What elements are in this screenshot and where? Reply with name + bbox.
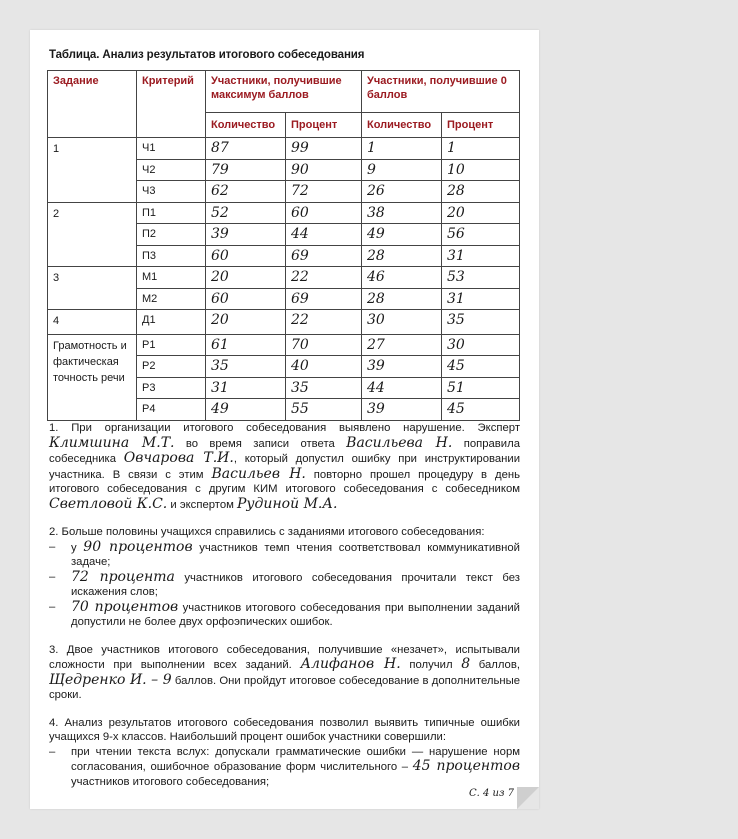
value-cell: 49 (362, 224, 442, 246)
text-run: получил (400, 659, 462, 671)
header-count: Количество (362, 113, 442, 138)
criterion-cell: Р1 (137, 334, 206, 356)
text-run: во время записи ответа (174, 437, 347, 450)
header-percent: Процент (442, 113, 520, 138)
value-cell: 31 (206, 377, 286, 399)
value-cell: 39 (362, 399, 442, 421)
results-table (47, 70, 520, 421)
list-item (49, 570, 520, 600)
criterion-cell: Ч3 (137, 181, 206, 203)
value-cell: 20 (206, 310, 286, 335)
criterion-cell: М1 (137, 267, 206, 289)
handwritten-value: 90 процентов (83, 538, 193, 555)
table-title: Таблица. Анализ результатов итогового собеседования (49, 49, 365, 61)
text-run: , который допустил ошибку при инструктировании участника. В связи с этим (49, 453, 521, 481)
task-cell: Грамотность и фактическая точность речи (48, 334, 137, 420)
page-number: С. 4 из 7 (469, 788, 514, 799)
note-paragraph-2 (49, 525, 520, 630)
handwritten-name: Щедренко И. – 9 (49, 671, 172, 688)
value-cell: 44 (362, 377, 442, 399)
value-cell: 10 (442, 159, 520, 181)
value-cell: 45 (442, 399, 520, 421)
value-cell: 52 (206, 202, 286, 224)
value-cell: 35 (442, 310, 520, 335)
value-cell: 28 (362, 245, 442, 267)
criterion-cell: Ч2 (137, 159, 206, 181)
value-cell: 45 (442, 356, 520, 378)
value-cell: 51 (442, 377, 520, 399)
text-run: повторно прошел процедуру в день итогового собеседования с другим КИМ итогового собеседования с собеседником (49, 468, 520, 495)
value-cell: 72 (286, 181, 362, 203)
list-item (49, 540, 520, 570)
text-run: баллов. Они пройдут итоговое собеседование в дополнительные сроки. (49, 674, 520, 701)
value-cell: 40 (286, 356, 362, 378)
table-row (48, 138, 520, 160)
dash-bullet: – (49, 745, 56, 758)
handwritten-name: Алифанов Н. (300, 656, 401, 672)
criterion-cell: Д1 (137, 310, 206, 335)
text-run: при чтении текста вслух: допускали грамматические ошибки — нарушение норм согласования, ошибочное образование форм числительного – (71, 745, 520, 773)
text-run: у (71, 541, 84, 554)
header-percent: Процент (286, 113, 362, 138)
value-cell: 90 (286, 159, 362, 181)
list-item (49, 745, 520, 790)
notes-section (49, 421, 520, 802)
document-page (30, 30, 539, 809)
handwritten-value: 8 (461, 656, 471, 672)
value-cell: 87 (206, 138, 286, 160)
text-run: участников темп чтения соответствовал коммуникативной задаче; (71, 541, 520, 568)
list-item (49, 600, 520, 630)
task-cell: 2 (48, 202, 137, 267)
value-cell: 1 (442, 138, 520, 160)
table-row (48, 267, 520, 289)
value-cell: 56 (442, 224, 520, 246)
value-cell: 60 (206, 288, 286, 310)
value-cell: 44 (286, 224, 362, 246)
value-cell: 62 (206, 181, 286, 203)
value-cell: 1 (362, 138, 442, 160)
text-run: участников итогового собеседования прочитали текст без искажения слов; (71, 571, 520, 598)
value-cell: 20 (442, 202, 520, 224)
dash-bullet: – (49, 540, 56, 553)
text-run: 1. При организации итогового собеседования выявлено нарушение. Эксперт (49, 422, 520, 434)
value-cell: 38 (362, 202, 442, 224)
task-cell: 1 (48, 138, 137, 203)
value-cell: 28 (442, 181, 520, 203)
note-paragraph-3 (49, 643, 520, 703)
value-cell: 53 (442, 267, 520, 289)
handwritten-value: 70 процентов (71, 598, 179, 615)
criterion-cell: Р4 (137, 399, 206, 421)
value-cell: 60 (286, 202, 362, 224)
handwritten-name: Рудиной М.А. (237, 495, 338, 512)
text-run: участников итогового собеседования; (71, 775, 270, 788)
text-run: баллов, (470, 659, 520, 671)
page-fold-corner (517, 787, 539, 809)
value-cell: 30 (442, 334, 520, 356)
value-cell: 27 (362, 334, 442, 356)
handwritten-name: Овчарова Т.И. (123, 450, 234, 466)
table-row (48, 202, 520, 224)
value-cell: 22 (286, 267, 362, 289)
paragraph-intro: 2. Больше половины учащихся справились с заданиями итогового собеседования: (49, 526, 485, 538)
paragraph-intro: 4. Анализ результатов итогового собеседования позволил выявить типичные ошибки учащихся 9-х классов. Наибольший процент ошибок участники совершили: (49, 716, 520, 743)
value-cell: 69 (286, 288, 362, 310)
note-paragraph-4 (49, 716, 520, 790)
text-run: участников итогового собеседования при выполнении заданий допустили не более двух орфоэпических ошибок. (71, 601, 520, 628)
header-task: Задание (48, 71, 137, 138)
header-max-group: Участники, получившие максимум баллов (206, 71, 362, 113)
task-cell: 3 (48, 267, 137, 310)
dash-bullet: – (49, 600, 56, 613)
value-cell: 39 (206, 224, 286, 246)
criterion-cell: П1 (137, 202, 206, 224)
header-count: Количество (206, 113, 286, 138)
value-cell: 9 (362, 159, 442, 181)
header-zero-group: Участники, получившие 0 баллов (362, 71, 520, 113)
note-paragraph-1 (49, 421, 520, 512)
value-cell: 31 (442, 245, 520, 267)
criterion-cell: Р3 (137, 377, 206, 399)
text-run: поправила собеседника (49, 437, 520, 465)
criterion-cell: Ч1 (137, 138, 206, 160)
value-cell: 99 (286, 138, 362, 160)
criterion-cell: П2 (137, 224, 206, 246)
text-run: и экспертом (167, 498, 238, 511)
value-cell: 60 (206, 245, 286, 267)
value-cell: 70 (286, 334, 362, 356)
criterion-cell: П3 (137, 245, 206, 267)
text-run: 3. Двое участников итогового собеседования, получившие «незачет», испытывали сложности при выполнении всех заданий. (49, 643, 520, 671)
value-cell: 39 (362, 356, 442, 378)
value-cell: 22 (286, 310, 362, 335)
header-criterion: Критерий (137, 71, 206, 138)
value-cell: 30 (362, 310, 442, 335)
value-cell: 31 (442, 288, 520, 310)
value-cell: 20 (206, 267, 286, 289)
value-cell: 26 (362, 181, 442, 203)
handwritten-name: Васильев Н. (211, 465, 306, 482)
value-cell: 28 (362, 288, 442, 310)
value-cell: 79 (206, 159, 286, 181)
value-cell: 61 (206, 334, 286, 356)
handwritten-value: 45 процентов (412, 758, 520, 774)
value-cell: 69 (286, 245, 362, 267)
dash-bullet: – (49, 570, 56, 583)
table-row (48, 310, 520, 335)
criterion-cell: Р2 (137, 356, 206, 378)
handwritten-name: Светловой К.С. (49, 495, 168, 512)
value-cell: 35 (286, 377, 362, 399)
handwritten-name: Климшина М.Т. (49, 434, 175, 451)
criterion-cell: М2 (137, 288, 206, 310)
value-cell: 46 (362, 267, 442, 289)
value-cell: 35 (206, 356, 286, 378)
task-cell: 4 (48, 310, 137, 335)
handwritten-value: 72 процента (71, 568, 175, 585)
value-cell: 55 (286, 399, 362, 421)
table-row (48, 334, 520, 356)
value-cell: 49 (206, 399, 286, 421)
handwritten-name: Васильева Н. (346, 434, 453, 451)
